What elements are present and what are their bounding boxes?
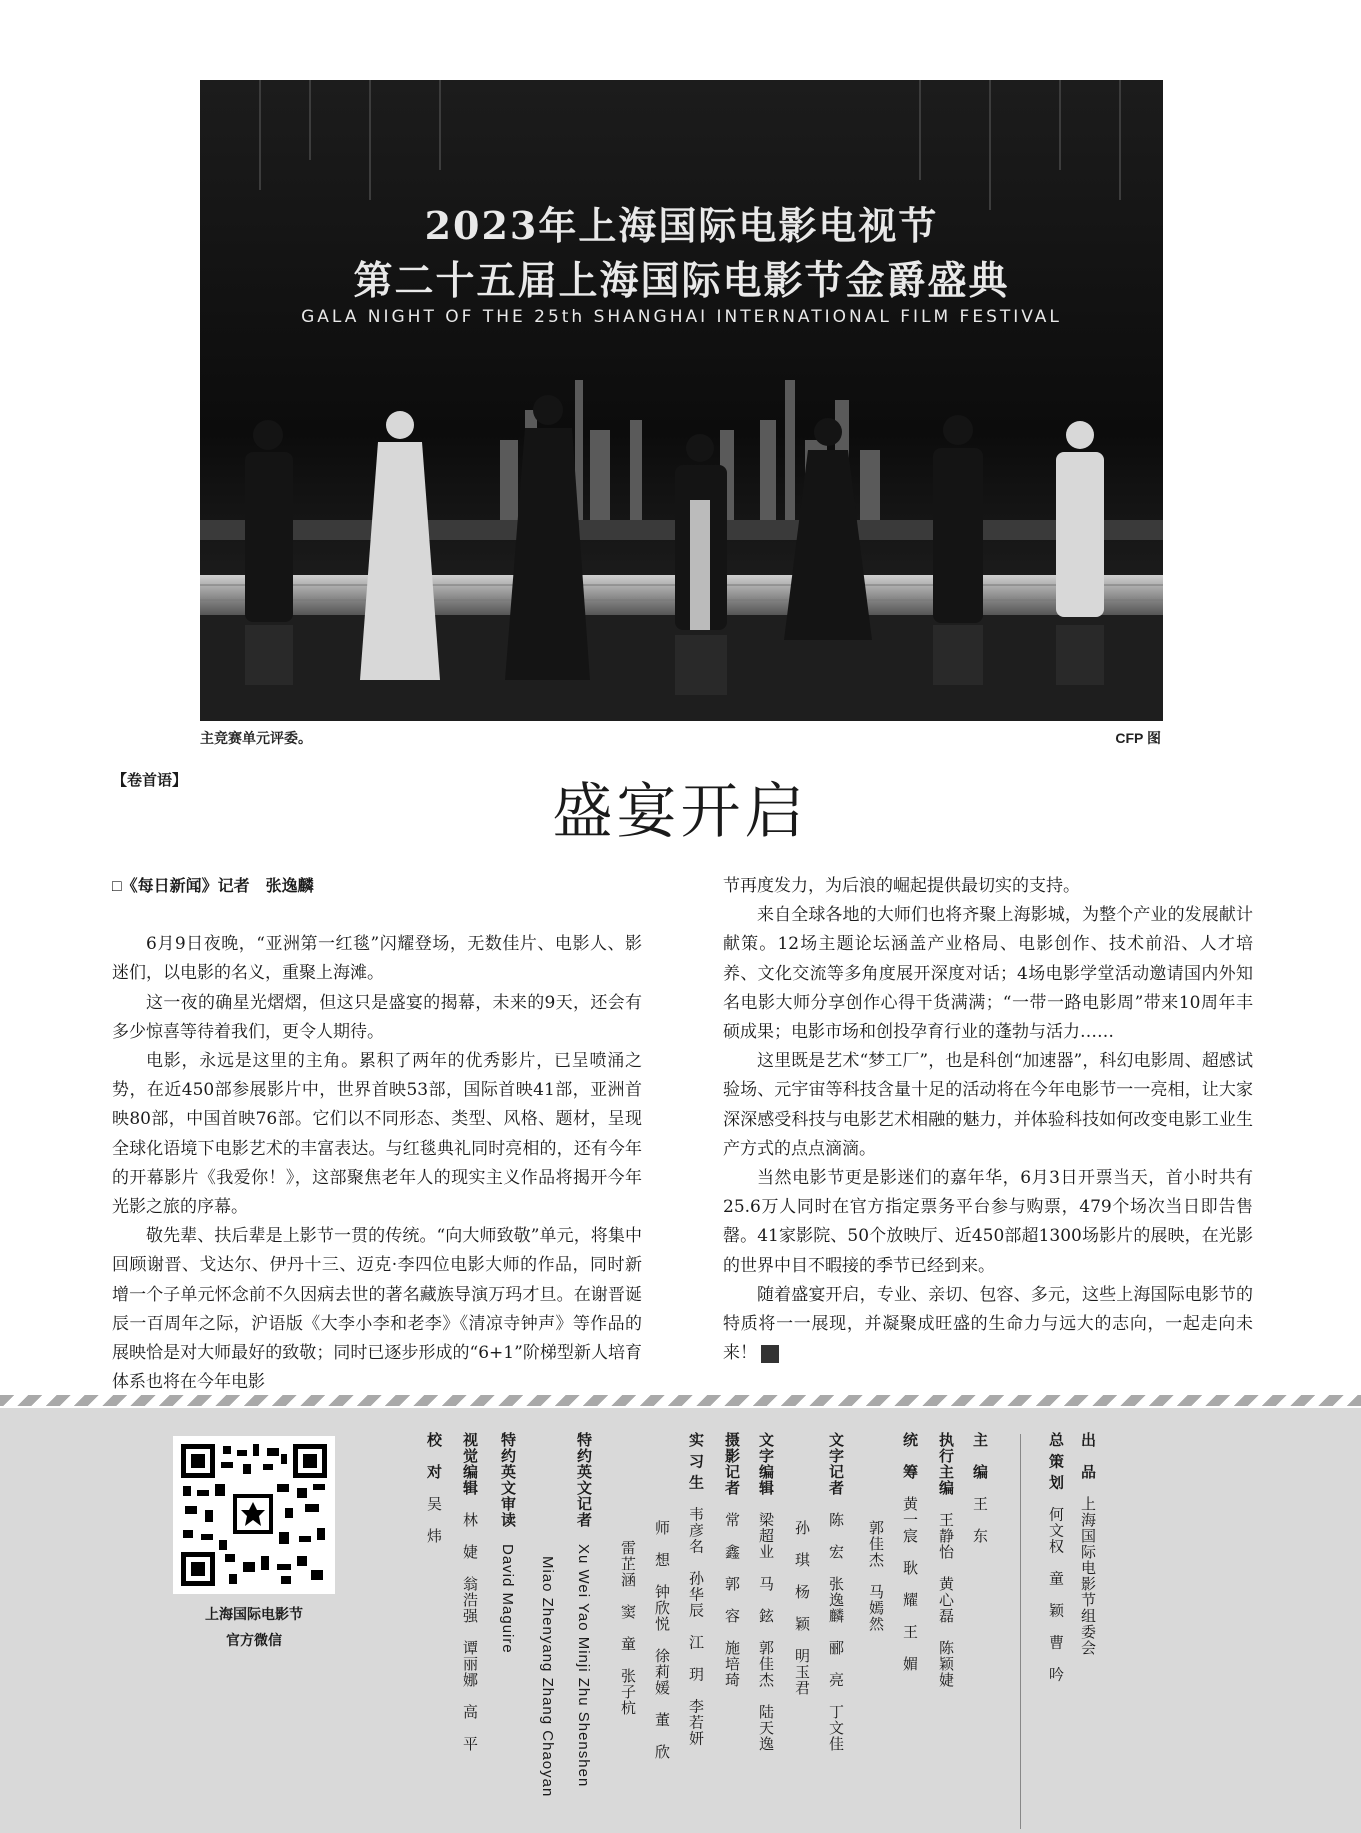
credit-text-reporter-cont (792, 1520, 811, 1696)
masthead-footer (0, 1408, 1361, 1833)
credit-names: 黄一宸 耿 耀 王 媚 (901, 1496, 918, 1672)
article-paragraph: 当然电影节更是影迷们的嘉年华，6月3日开票当天，首小时共有25.6万人同时在官方指定票务平台参与购票，479个场次当日即告售罄。41家影院、50个放映厅、近450部超1300场影片的展映，在光影的世界中目不暇接的季节已经到来。 (723, 1168, 1253, 1276)
credit-photographer (722, 1432, 741, 1688)
credit-names: 韦彦名 孙华辰 江 玥 李若妍 (687, 1506, 704, 1747)
credit-names: 林 婕 翁浩强 谭丽娜 高 平 (461, 1512, 478, 1752)
column-tag: 【卷首语】 (112, 772, 188, 789)
credit-english-proofreader (498, 1432, 517, 1654)
byline: □《每日新闻》记者 张逸麟 (112, 878, 314, 895)
hero-photo (200, 80, 1163, 721)
credit-title: 执行主编 (937, 1432, 954, 1496)
credit-visual-editor (460, 1432, 479, 1752)
article-paragraph-continued: 节再度发力，为后浪的崛起提供最切实的支持。 (723, 876, 1080, 896)
banner-title-line2: 第二十五届上海国际电影节金爵盛典 (353, 258, 1010, 304)
credit-editor-in-chief (970, 1432, 989, 1544)
credit-intern-cont (652, 1520, 671, 1760)
hatched-divider (0, 1395, 1361, 1406)
qr-label-line2: 官方微信 (226, 1632, 282, 1648)
credit-names: 常 鑫 郭 容 施培琦 (723, 1512, 740, 1688)
credit-title: 特约英文审读 (499, 1432, 516, 1528)
credit-chief-planner (1046, 1432, 1065, 1682)
end-mark-icon: T (761, 1345, 779, 1363)
article-column-right (723, 872, 1253, 1368)
article-paragraph: 6月9日夜晚，“亚洲第一红毯”闪耀登场，无数佳片、电影人、影迷们，以电影的名义，重聚上海滩。 (112, 934, 642, 984)
credit-names: 孙 琪 杨 颖 明玉君 (793, 1520, 810, 1696)
credit-title: 总 策 划 (1047, 1432, 1064, 1491)
credit-title: 文字记者 (827, 1432, 844, 1496)
credit-intern (686, 1432, 705, 1746)
credit-title: 视觉编辑 (461, 1432, 478, 1496)
credit-executive-editor (936, 1432, 955, 1688)
credit-names: 师 想 钟欣悦 徐莉媛 董 欣 (653, 1520, 670, 1760)
credit-names: Miao Zhenyang Zhang Chaoyan (539, 1556, 556, 1798)
article-column-left (112, 872, 642, 1397)
credit-names: 王 东 (971, 1496, 988, 1544)
credit-names: 吴 炜 (425, 1496, 442, 1544)
credit-coordinator-cont (866, 1520, 885, 1632)
credit-names: 梁超业 马 鉉 郭佳杰 陆天逸 (757, 1512, 774, 1752)
banner-title-english: GALA NIGHT OF THE 25th SHANGHAI INTERNATIONAL FILM FESTIVAL (301, 307, 1062, 327)
final-paragraph-text: 随着盛宴开启，专业、亲切、包容、多元，这些上海国际电影节的特质将一一展现，并凝聚成旺盛的生命力与远大的志向，一起走向未来！ (723, 1284, 1253, 1364)
credit-names: 郭佳杰 马嫣然 (867, 1520, 884, 1632)
photo-credit: CFP 图 (1115, 730, 1161, 746)
credit-title: 特约英文记者 (575, 1432, 592, 1528)
article-paragraph: 这一夜的确星光熠熠，但这只是盛宴的揭幕，未来的9天，还会有多少惊喜等待着我们，更令人期待。 (112, 992, 642, 1042)
credit-title: 文字编辑 (757, 1432, 774, 1496)
article-paragraph-final (723, 1281, 1253, 1369)
wechat-qr-code[interactable] (173, 1436, 335, 1594)
credit-title: 统 筹 (901, 1432, 918, 1480)
article-paragraph: 电影，永远是这里的主角。累积了两年的优秀影片，已呈喷涌之势，在近450部参展影片中，世界首映53部，国际首映41部，亚洲首映80部，中国首映76部。它们以不同形态、类型、风格、题材，呈现全球化语境下电影艺术的丰富表达。与红毯典礼同时亮相的，还有今年的开幕影片《我爱你！》，这部聚焦老年人的现实主义作品将揭开今年光影之旅的序幕。 (112, 1051, 642, 1218)
article-paragraph: 敬先辈、扶后辈是上影节一贯的传统。“向大师致敬”单元，将集中回顾谢晋、戈达尔、伊丹十三、迈克·李四位电影大师的作品，同时新增一个子单元怀念前不久因病去世的著名藏族导演万玛才旦。在谢晋诞辰一百周年之际，沪语版《大李小李和老李》《清凉寺钟声》等作品的展映恰是对大师最好的致敬；同时已逐步形成的“6+1”阶梯型新人培育体系也将在今年电影 (112, 1226, 642, 1393)
credit-english-reporter (574, 1432, 593, 1787)
credit-text-editor (756, 1432, 775, 1752)
credit-proofreader (424, 1432, 443, 1544)
credit-text-reporter (826, 1432, 845, 1752)
credit-english-reporter-cont (538, 1556, 557, 1797)
credit-names: Xu Wei Yao Minji Zhu Shenshen (575, 1544, 592, 1788)
credit-title: 实 习 生 (687, 1432, 704, 1491)
credit-names: 雷芷涵 窦 童 张子杭 (619, 1540, 636, 1716)
credit-names: 何文权 童 颖 曹 吟 (1047, 1506, 1064, 1683)
credit-coordinator (900, 1432, 919, 1672)
stage-photo-graphic (200, 80, 1163, 721)
credit-title: 校 对 (425, 1432, 442, 1480)
credit-names: 上海国际电影节组委会 (1079, 1496, 1096, 1656)
photo-caption: 主竞赛单元评委。 (200, 730, 312, 746)
credit-names: David Maguire (499, 1544, 516, 1654)
article-paragraph: 来自全球各地的大师们也将齐聚上海影城，为整个产业的发展献计献策。12场主题论坛涵盖产业格局、电影创作、技术前沿、人才培养、文化交流等多角度展开深度对话；4场电影学堂活动邀请国内外知名电影大师分享创作心得干货满满；“一带一路电影周”带来10周年丰硕成果；电影市场和创投孕育行业的蓬勃与活力…… (723, 905, 1253, 1043)
credit-intern-cont2 (618, 1540, 637, 1716)
article-paragraph: 这里既是艺术“梦工厂”，也是科创“加速器”，科幻电影周、超感试验场、元宇宙等科技含量十足的活动将在今年电影节一一亮相，让大家深深感受科技与电影艺术相融的魅力，并体验科技如何改变电影工业生产方式的点点滴滴。 (723, 1051, 1253, 1159)
banner-title-line1: 2023年上海国际电影电视节 (424, 203, 939, 248)
footer-divider-line (1020, 1434, 1021, 1829)
qr-label-line1: 上海国际电影节 (205, 1606, 303, 1622)
qr-code-icon (181, 1444, 327, 1586)
credit-title: 出 品 (1079, 1432, 1096, 1480)
headline: 盛宴开启 (552, 777, 809, 847)
credit-names: 陈 宏 张逸麟 郦 亮 丁文佳 (827, 1512, 844, 1752)
credit-publisher (1078, 1432, 1097, 1656)
credit-title: 摄影记者 (723, 1432, 740, 1496)
credit-title: 主 编 (971, 1432, 988, 1480)
credit-names: 王静怡 黄心磊 陈颖婕 (937, 1512, 954, 1688)
